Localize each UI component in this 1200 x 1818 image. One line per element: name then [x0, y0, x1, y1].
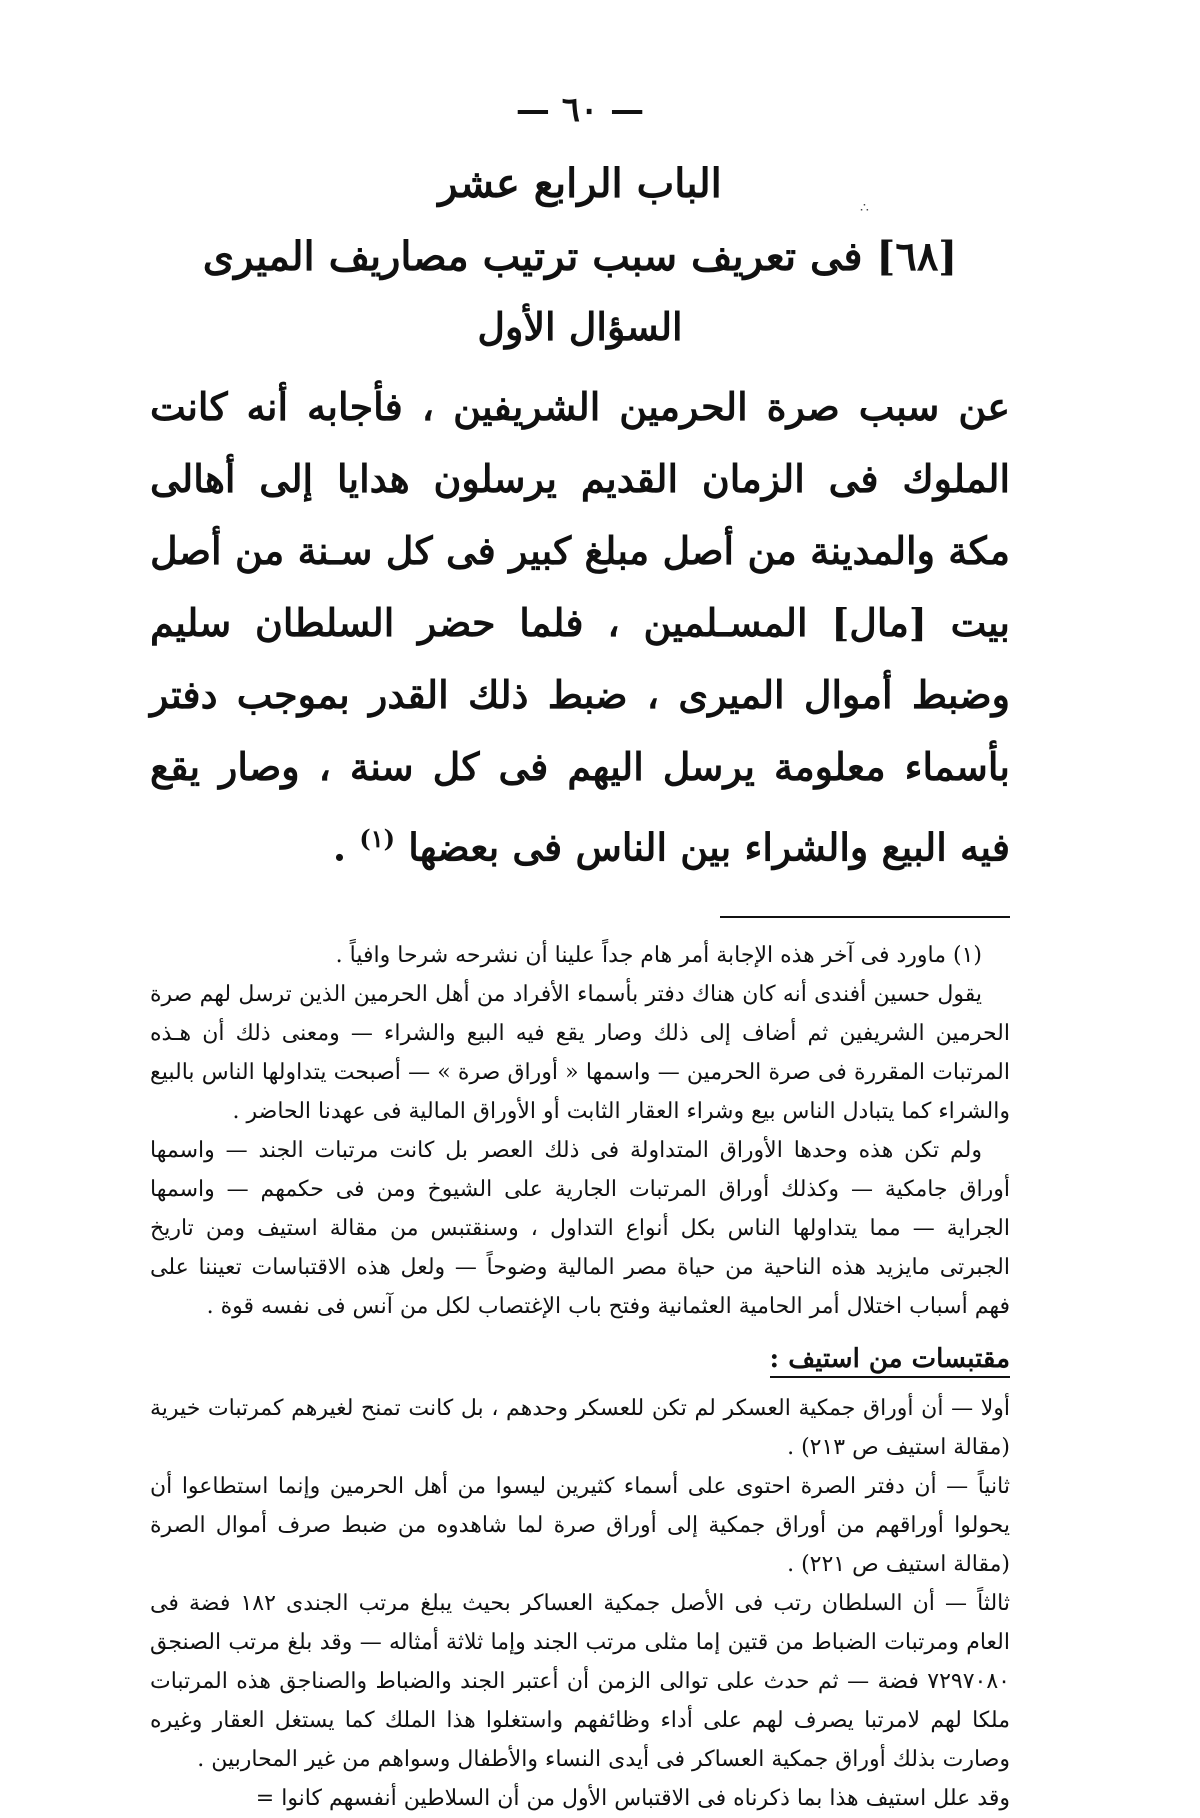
footnote-divider [720, 916, 1010, 918]
main-text: عن سبب صرة الحرمين الشريفين ، فأجابه أنه كانت الملوك فى الزمان القديم يرسلون هدايا إلى أهالى مكة والمدينة من أصل مبلغ كبير فى كل سـنة من أصل بيت [مال] المسـلمين ، فلما حضر السلطان سليم وضبط أموال الميرى ، ضبط ذلك القدر بموجب دفتر بأسماء معلومة يرسل اليهم فى كل سنة ، وصار يقع فيه البيع والشراء بين الناس فى بعضها [150, 384, 1010, 870]
footnote-section [150, 936, 1010, 1818]
margin-dots: ∴ [860, 200, 869, 216]
question-title: السؤال الأول [477, 304, 683, 349]
document-page [150, 90, 1010, 1818]
footnote-paragraph-7: وقد علل استيف هذا بما ذكرناه فى الاقتباس الأول من أن السلاطين أنفسهم كانوا = [255, 1785, 1010, 1811]
footnote-paragraph-3: ولم تكن هذه وحدها الأوراق المتداولة فى ذلك العصر بل كانت مرتبات الجند — واسمها أوراق جامكية — وكذلك أوراق المرتبات الجارية على الشيوخ ومن فى حكمهم — واسمها الجراية — مما يتداولها الناس بكل أنواع التداول ، وسنقتبس من مقالة استيف ومن تاريخ الجبرتى مايزيد هذه الناحية من حياة مصر المالية وضوحاً — ولعل هذه الاقتباسات تعيننا على فهم أسباب اختلال أمر الحامية العثمانية وفتح باب الإغتصاب لكل من آنس فى نفسه قوة . [150, 1137, 1010, 1319]
chapter-title: الباب الرابع عشر [438, 160, 722, 207]
main-paragraph [150, 371, 1010, 884]
footnote-paragraph-4: أولا — أن أوراق جمكية العسكر لم تكن للعسكر وحدهم ، بل كانت تمنح لغيرهم كمرتبات خيرية (مقالة استيف ص ٢١٣) . [150, 1395, 1010, 1460]
footnote-paragraph-1: (١) ماورد فى آخر هذه الإجابة أمر هام جداً علينا أن نشرحه شرحا وافياً . [335, 942, 982, 968]
section-title: [٦٨] فى تعريف سبب ترتيب مصاريف الميرى [202, 233, 958, 280]
footnote-paragraph-6: ثالثاً — أن السلطان رتب فى الأصل جمكية العساكر بحيث يبلغ مرتب الجندى ١٨٢ فضة فى العام ومرتبات الضباط من قتين إما مثلى مرتب الجند وإما ثلاثة أمثاله — وقد بلغ مرتب الصنجق ٧٢٩٧٠٨٠ فضة — ثم حدث على توالى الزمن أن أعتبر الجند والضباط والصناجق هذه المرتبات ملكا لهم لامرتبا يصرف لهم على أداء وظائفهم واستغلوا هذا الملك كما يستغل العقار وغيره وصارت بذلك أوراق جمكية العساكر فى أيدى النساء والأطفال وسواهم من غير المحاربين . [150, 1590, 1010, 1772]
footnote-paragraph-5: ثانياً — أن دفتر الصرة احتوى على أسماء كثيرين ليسوا من أهل الحرمين وإنما استطاعوا أن يحولوا أوراقهم من أوراق جمكية إلى أوراق صرة لما شاهدوه من ضبط صرف أموال الصرة (مقالة استيف ص ٢٢١) . [150, 1473, 1010, 1577]
footnote-paragraph-2: يقول حسين أفندى أنه كان هناك دفتر بأسماء الأفراد من أهل الحرمين الذين ترسل لهم صرة الحرمين الشريفين ثم أضاف إلى ذلك وصار يقع فيه البيع والشراء — ومعنى ذلك أن هـذه المرتبات المقررة فى صرة الحرمين — واسمها « أوراق صرة » — أصبحت يتداولها الناس بالبيع والشراء كما يتبادل الناس بيع وشراء العقار الثابت أو الأوراق المالية فى عهدنا الحاضر . [150, 981, 1010, 1124]
main-text-end: . [332, 824, 347, 870]
footnote-subheading-text: مقتبسات من استيف : [770, 1344, 1010, 1378]
page-number: — ٦٠ — [515, 90, 645, 130]
footnote-subheading [150, 1340, 1010, 1379]
footnote-reference[interactable]: (١) [359, 824, 395, 853]
